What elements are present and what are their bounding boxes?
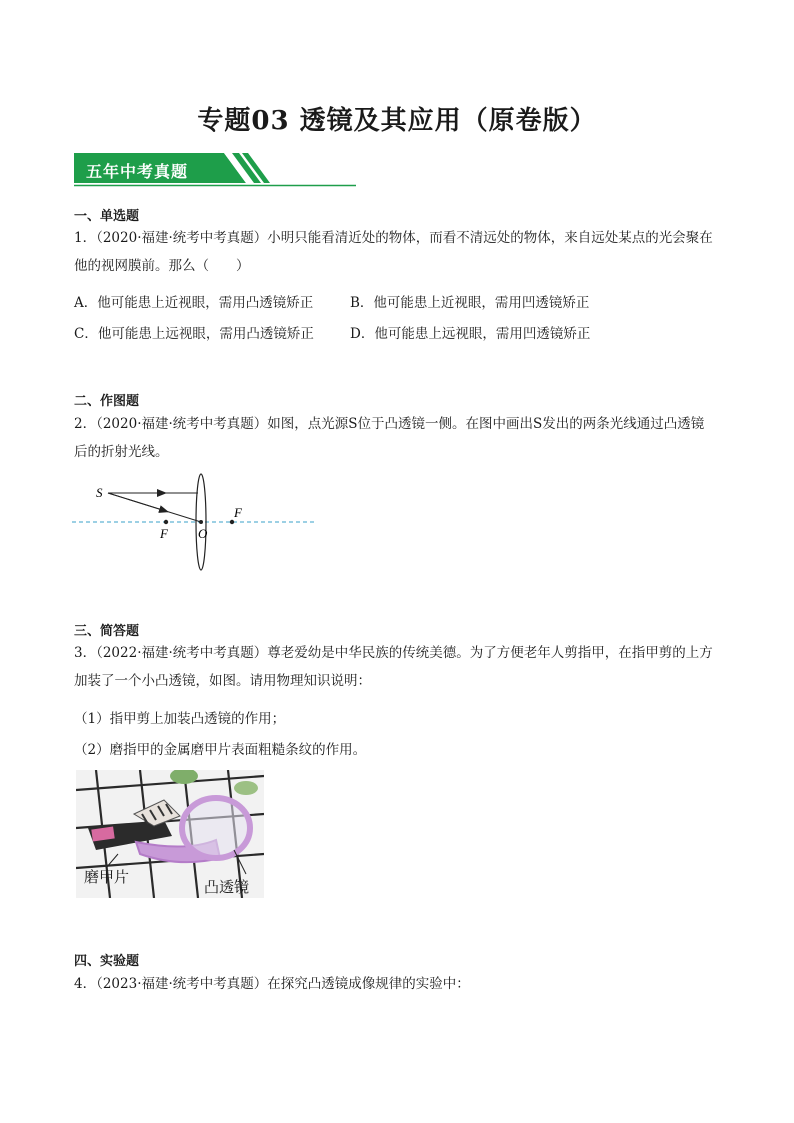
question-2-line-1: 2．（2020·福建·统考中考真题）如图，点光源S位于凸透镜一侧。在图中画出S发出的两条光线通过凸透镜 (74, 416, 705, 432)
question-4 (74, 970, 724, 998)
focus-point-right (230, 520, 234, 524)
lens-diagram (70, 470, 320, 575)
label-s: S (96, 485, 103, 500)
label-f-left: F (160, 526, 168, 541)
section-heading-experiment: 四、实验题 (74, 954, 140, 969)
photo-label-lens: 凸透镜 (204, 878, 250, 896)
question-1-line-1: 1．（2020·福建·统考中考真题）小明只能看清近处的物体，而看不清远处的物体，来自远处某点的光会聚在 (74, 230, 713, 246)
question-3-sub-1: （1）指甲剪上加装凸透镜的作用； (74, 711, 286, 727)
question-1-line-2: 他的视网膜前。那么（ ） (74, 258, 250, 274)
question-2 (74, 410, 724, 466)
optical-center-point (199, 520, 203, 524)
question-1 (74, 224, 724, 280)
nail-clipper-photo (76, 770, 264, 898)
section-heading-single-choice: 一、单选题 (74, 209, 140, 224)
ray-center-arrow (108, 493, 168, 512)
label-f-right: F (234, 505, 242, 520)
question-3-line-1: 3．（2022·福建·统考中考真题）尊老爱幼是中华民族的传统美德。为了方便老年人剪指甲，在指甲剪的上方 (74, 645, 713, 661)
question-3 (74, 639, 724, 695)
photo-label-file: 磨甲片 (84, 868, 130, 886)
question-3-sub-2: （2）磨指甲的金属磨甲片表面粗糙条纹的作用。 (74, 742, 367, 758)
option-a: A．他可能患上近视眼，需用凸透镜矫正 (74, 295, 314, 311)
focus-point-left (164, 520, 168, 524)
option-d: D．他可能患上远视眼，需用凹透镜矫正 (350, 326, 591, 342)
question-2-line-2: 后的折射光线。 (74, 444, 169, 460)
question-4-line-1: 4．（2023·福建·统考中考真题）在探究凸透镜成像规律的实验中： (74, 976, 470, 992)
option-b: B．他可能患上近视眼，需用凹透镜矫正 (350, 295, 590, 311)
label-o: O (198, 526, 208, 541)
section-heading-short-answer: 三、简答题 (74, 624, 140, 639)
section-heading-drawing: 二、作图题 (74, 394, 140, 409)
banner-text: 五年中考真题 (86, 162, 189, 181)
page-title: 专题03 透镜及其应用（原卷版） (197, 106, 597, 136)
option-c: C．他可能患上远视眼，需用凸透镜矫正 (74, 326, 314, 342)
question-3-line-2: 加装了一个小凸透镜，如图。请用物理知识说明： (74, 673, 371, 689)
